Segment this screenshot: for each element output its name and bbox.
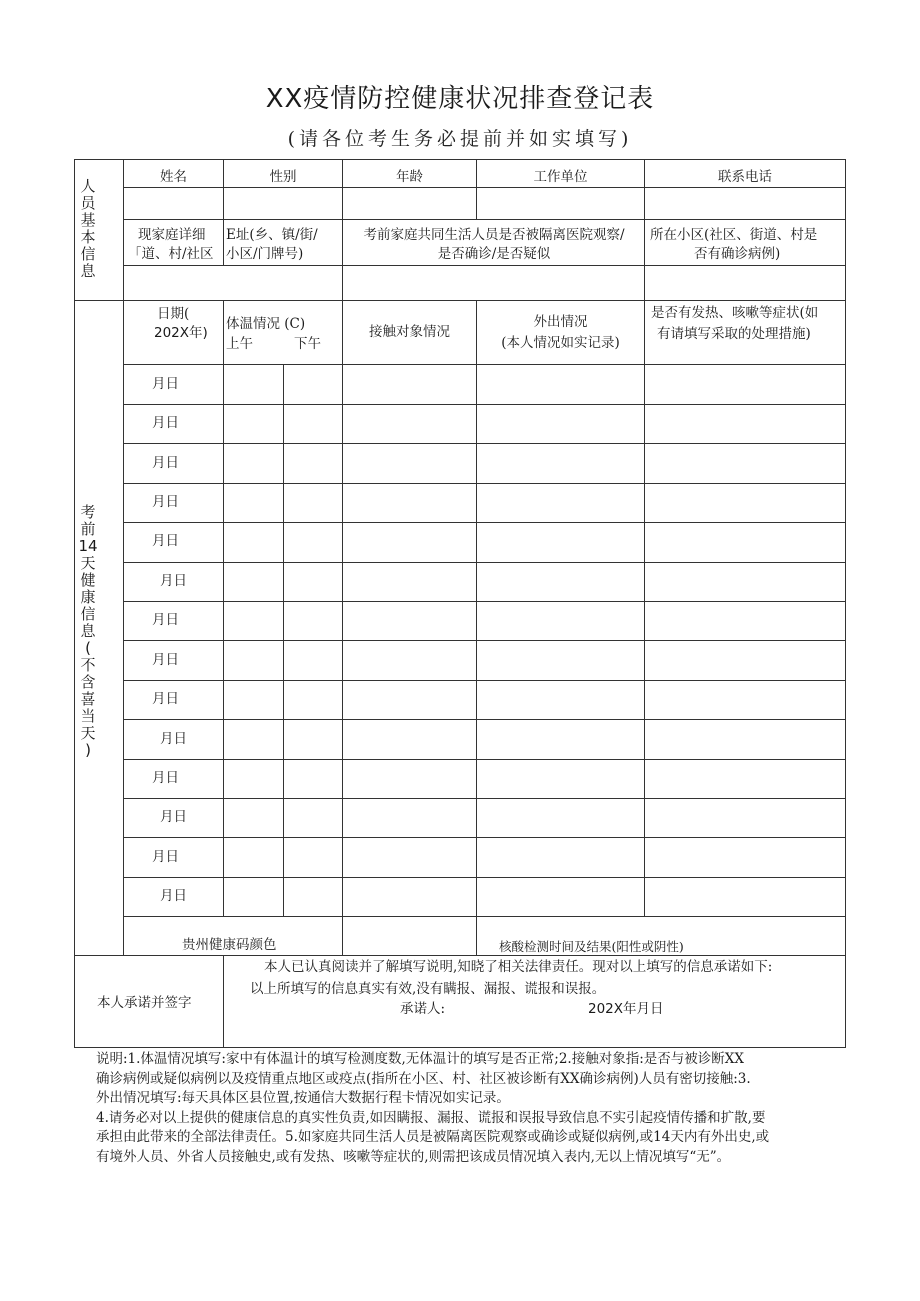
- date-row-label: 月日: [152, 612, 179, 628]
- basic-info-section-label: 人 员 基 本 信 息: [80, 177, 96, 280]
- health-info-section-label: 考 前 14 天 健 康 信 息 ( 不 含 喜 当 天 ): [78, 503, 98, 759]
- address-label-line3: E址(乡、镇/街/: [226, 227, 318, 243]
- notes-line: 说明:1.体温情况填写:家中有体温计的填写检测度数,无体温计的填写是否正常;2.接触对象指:是否与被诊断XX: [96, 1051, 744, 1067]
- name-field[interactable]: [124, 188, 223, 219]
- outing-header-line1: 外出情况: [533, 314, 588, 330]
- date-row-label: 月日: [152, 770, 179, 786]
- family-status-field[interactable]: [343, 266, 644, 300]
- community-label-line1: 所在小区(社区、街道、村是: [650, 227, 818, 243]
- health-code-field[interactable]: [343, 917, 476, 955]
- date-row-label: 月日: [160, 731, 187, 747]
- col-gender-header: 性别: [269, 169, 297, 185]
- date-row-label: 月日: [152, 533, 179, 549]
- pledge-line1: 本人已认真阅读并了解填写说明,知晓了相关法律责任。现对以上填写的信息承诺如下:: [264, 959, 773, 975]
- notes-line: 确诊病例或疑似病例以及疫情重点地区或疫点(指所在小区、村、社区被诊断有XX确诊病例)人员有密切接触:3.: [96, 1070, 751, 1087]
- gender-field[interactable]: [224, 188, 342, 219]
- date-row-label: 月日: [152, 376, 179, 392]
- notes-line: 承担由此带来的全部法律责任。5.如家庭共同生活人员是被隔离医院观察或确诊或疑似病例,或14天内有外出史,或: [96, 1129, 770, 1145]
- workplace-field[interactable]: [477, 188, 644, 219]
- pledge-date: 202X年月日: [588, 1001, 664, 1017]
- temp-header: 体温情况 (C): [226, 316, 306, 332]
- contact-header: 接触对象情况: [369, 324, 450, 340]
- date-row-label: 月日: [152, 849, 179, 865]
- health-code-label: 贵州健康码颜色: [182, 937, 277, 953]
- col-age-header: 年龄: [396, 169, 423, 185]
- notes-block: [96, 1050, 848, 1167]
- pledge-line2: 以上所填写的信息真实有效,没有瞒报、漏报、谎报和误报。: [250, 981, 606, 997]
- age-field[interactable]: [343, 188, 476, 219]
- notes-line: 有境外人员、外省人员接触史,或有发热、咳嗽等症状的,则需把该成员情况填入表内,无以上情况填写“无”。: [96, 1148, 731, 1165]
- community-label-line2: 否有确诊病例): [694, 246, 781, 262]
- outing-header-line2: (本人情况如实记录): [501, 335, 620, 351]
- page-title: XX疫情防控健康状况排查登记表: [265, 84, 655, 114]
- family-label-line2: 是否确诊/是否疑似: [437, 246, 551, 262]
- address-label-line2: 「道、村/社区: [128, 246, 214, 262]
- temp-am-label: 上午: [226, 336, 253, 352]
- address-label-line4: 小区/门牌号): [226, 246, 304, 262]
- col-workplace-header: 工作单位: [533, 169, 588, 185]
- date-row-label: 月日: [152, 494, 179, 510]
- col-phone-header: 联系电话: [718, 169, 772, 185]
- date-row-label: 月日: [152, 691, 179, 707]
- col-name-header: 姓名: [160, 169, 187, 185]
- temp-pm-label: 下午: [294, 336, 321, 352]
- notes-line: 4.请务必对以上提供的健康信息的真实性负责,如因瞒报、漏报、谎报和误报导致信息不实引起疫情传播和扩散,要: [96, 1109, 766, 1126]
- date-row-label: 月日: [160, 809, 187, 825]
- family-label-line1: 考前家庭共同生活人员是否被隔离医院观察/: [363, 227, 625, 243]
- symptom-header-line2: 有请填写采取的处理措施): [657, 326, 811, 342]
- pledge-label: 本人承诺并签字: [97, 995, 192, 1011]
- address-field[interactable]: [124, 266, 342, 300]
- signer-label: 承诺人:: [400, 1001, 446, 1017]
- date-row-label: 月日: [160, 573, 187, 589]
- phone-field[interactable]: [645, 188, 845, 219]
- address-label-line1: 现家庭详细: [138, 227, 206, 243]
- date-row-label: 月日: [152, 415, 179, 431]
- page-subtitle: (请各位考生务必提前并如实填写): [287, 128, 633, 150]
- symptom-header-line1: 是否有发热、咳嗽等症状(如: [651, 305, 819, 321]
- date-row-label: 月日: [160, 888, 187, 904]
- date-row-label: 月日: [152, 455, 179, 471]
- date-header-line2: 202X年): [154, 325, 208, 341]
- notes-line: 外出情况填写:每天具体区县位置,按通信大数据行程卡情况如实记录。: [96, 1090, 510, 1106]
- date-header-line1: 日期(: [157, 306, 190, 322]
- date-row-label: 月日: [152, 652, 179, 668]
- nucleic-label: 核酸检测时间及结果(阳性或阴性): [499, 939, 684, 954]
- signer-signature-field[interactable]: [450, 999, 580, 1019]
- community-status-field[interactable]: [645, 266, 845, 300]
